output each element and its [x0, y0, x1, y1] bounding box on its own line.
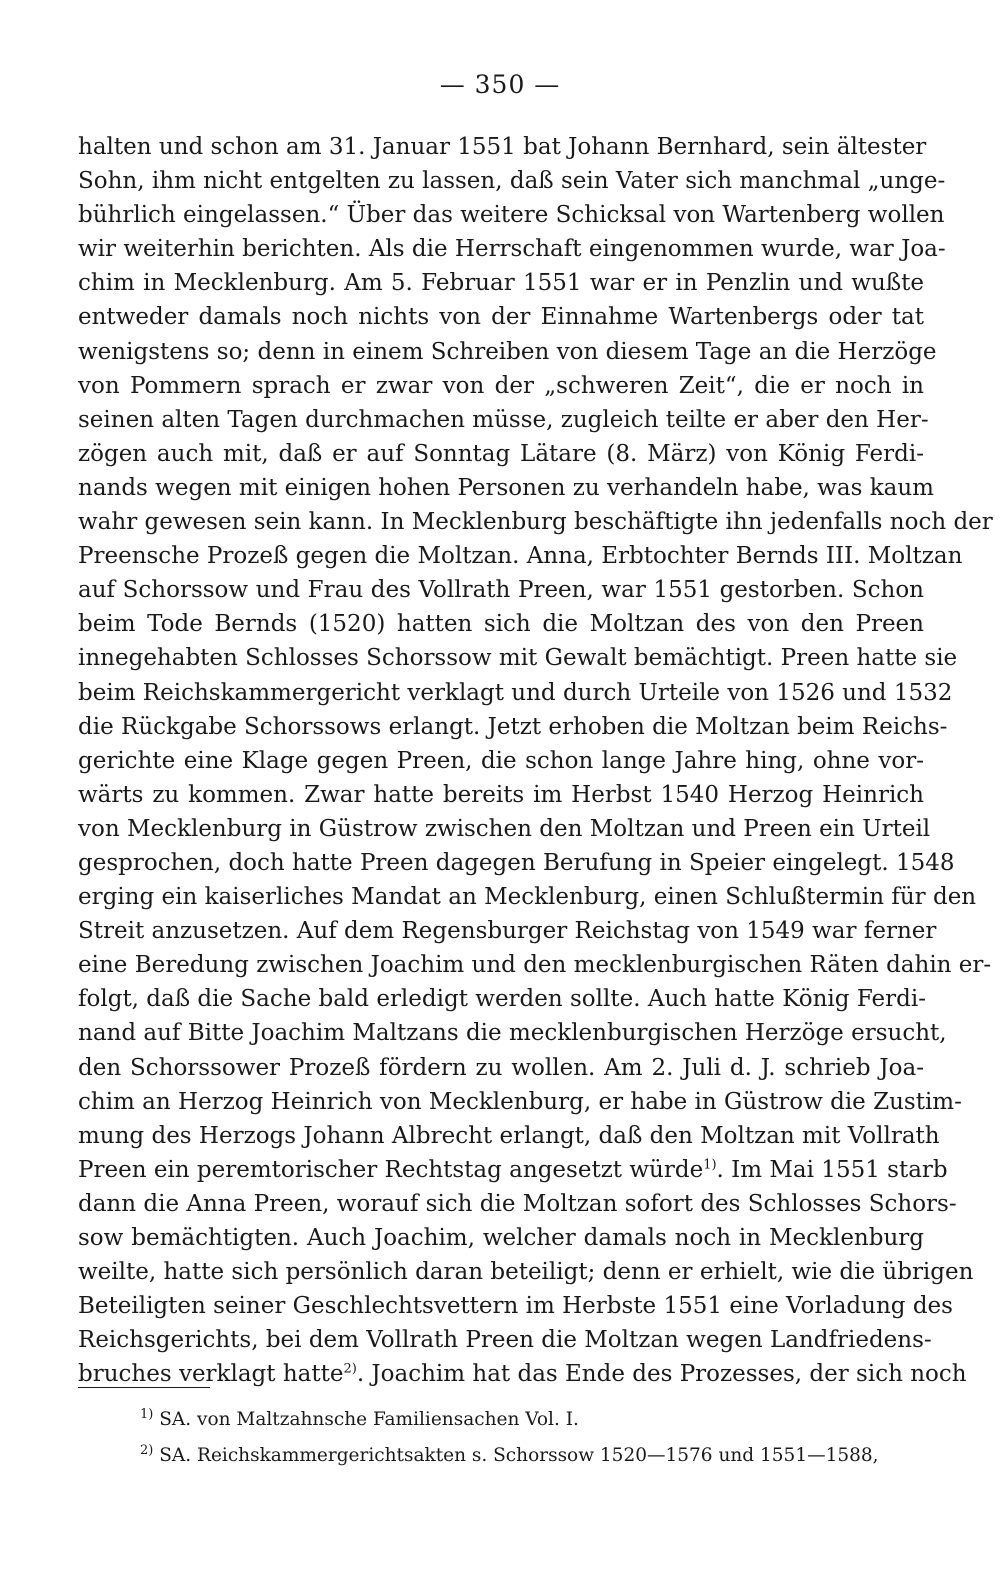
- text-line: die Rückgabe Schorssows erlangt. Jetzt erhoben die Moltzan beim Reichs-: [78, 713, 948, 740]
- footnote-divider: [78, 1387, 210, 1388]
- text-line: mung des Herzogs Johann Albrecht erlangt, daß den Moltzan mit Vollrath: [78, 1122, 940, 1149]
- text-segment: . Im Mai 1551 starb: [716, 1156, 948, 1183]
- footnote-1: [140, 1402, 930, 1438]
- text-line: seinen alten Tagen durchmachen müsse, zugleich teilte er aber den Her-: [78, 406, 929, 433]
- text-line: nand auf Bitte Joachim Maltzans die mecklenburgischen Herzöge ersucht,: [78, 1020, 947, 1047]
- text-line: sow bemächtigten. Auch Joachim, welcher damals noch in Mecklenburg: [78, 1225, 924, 1251]
- footnotes: [140, 1402, 930, 1474]
- text-segment: . Joachim hat das Ende des Prozesses, der sich noch: [356, 1361, 967, 1388]
- text-line: wenigstens so; denn in einem Schreiben von diesem Tage an die Herzöge: [78, 338, 937, 365]
- text-line: Beteiligten seiner Geschlechtsvettern im Herbste 1551 eine Vorladung des: [78, 1293, 953, 1320]
- text-line: Streit anzusetzen. Auf dem Regensburger Reichstag von 1549 war ferner: [78, 918, 937, 945]
- text-line: Preensche Prozeß gegen die Moltzan. Anna, Erbtochter Bernds III. Moltzan: [78, 543, 963, 570]
- text-line: weilte, hatte sich persönlich daran beteiligt; denn er erhielt, wie die übrigen: [78, 1259, 974, 1286]
- footnote-marker: 1): [140, 1406, 154, 1422]
- text-line: beim Tode Bernds (1520) hatten sich die Moltzan des von den Preen: [78, 611, 924, 638]
- text-line: gerichte eine Klage gegen Preen, die schon lange Jahre hing, ohne vor-: [78, 747, 924, 774]
- text-line-with-footnote-1: [78, 1153, 948, 1187]
- text-line: beim Reichskammergericht verklagt und durch Urteile von 1526 und 1532: [78, 679, 953, 706]
- footnote-reference-1: 1): [703, 1157, 717, 1173]
- text-line: wir weiterhin berichten. Als die Herrschaft eingenommen wurde, war Joa-: [78, 236, 946, 263]
- text-line: halten und schon am 31. Januar 1551 bat Johann Bernhard, sein ältester: [78, 134, 927, 160]
- text-line: gesprochen, doch hatte Preen dagegen Berufung in Speier eingelegt. 1548: [78, 849, 955, 876]
- text-line: von Pommern sprach er zwar von der „schweren Zeit“, die er noch in: [78, 372, 924, 399]
- footnote-reference-2: 2): [343, 1361, 357, 1377]
- text-line: folgt, daß die Sache bald erledigt werden sollte. Auch hatte König Ferdi-: [78, 986, 926, 1013]
- footnote-text: SA. Reichskammergerichtsakten s. Schorssow 1520—1576 und 1551—1588,: [159, 1445, 879, 1466]
- page-number: — 350 —: [439, 70, 561, 99]
- text-line: chim an Herzog Heinrich von Mecklenburg, er habe in Güstrow die Zustim-: [78, 1088, 962, 1115]
- text-line: bührlich eingelassen.“ Über das weitere Schicksal von Wartenberg wollen: [78, 202, 945, 229]
- text-line: chim in Mecklenburg. Am 5. Februar 1551 war er in Penzlin und wußte: [78, 270, 924, 297]
- text-line: innegehabten Schlosses Schorssow mit Gewalt bemächtigt. Preen hatte sie: [78, 645, 958, 672]
- footnote-2: [140, 1438, 930, 1474]
- text-line: von Mecklenburg in Güstrow zwischen den Moltzan und Preen ein Urteil: [78, 815, 931, 842]
- text-segment: bruches verklagt hatte: [78, 1361, 344, 1388]
- text-line: Reichsgerichts, bei dem Vollrath Preen die Moltzan wegen Landfriedens-: [78, 1327, 932, 1354]
- footnote-marker: 2): [140, 1442, 154, 1458]
- text-line: wahr gewesen sein kann. In Mecklenburg beschäftigte ihn jedenfalls noch der: [78, 509, 993, 536]
- footnote-text: SA. von Maltzahnsche Familiensachen Vol. I.: [159, 1409, 579, 1430]
- text-line: zögen auch mit, daß er auf Sonntag Lätare (8. März) von König Ferdi-: [78, 440, 924, 467]
- text-line: wärts zu kommen. Zwar hatte bereits im Herbst 1540 Herzog Heinrich: [78, 781, 924, 808]
- text-line: entweder damals noch nichts von der Einnahme Wartenbergs oder tat: [78, 304, 924, 331]
- text-line: auf Schorssow und Frau des Vollrath Preen, war 1551 gestorben. Schon: [78, 577, 924, 604]
- text-line: nands wegen mit einigen hohen Personen zu verhandeln habe, was kaum: [78, 474, 934, 501]
- text-line: den Schorssower Prozeß fördern zu wollen. Am 2. Juli d. J. schrieb Joa-: [78, 1054, 924, 1081]
- text-line: eine Beredung zwischen Joachim und den mecklenburgischen Räten dahin er-: [78, 952, 992, 979]
- text-segment: Preen ein peremtorischer Rechtstag angesetzt würde: [78, 1156, 704, 1183]
- body-text: [78, 130, 993, 1391]
- text-line: Sohn, ihm nicht entgelten zu lassen, daß sein Vater sich manchmal „unge-: [78, 168, 946, 195]
- text-line: erging ein kaiserliches Mandat an Mecklenburg, einen Schlußtermin für den: [78, 884, 977, 911]
- text-line: dann die Anna Preen, worauf sich die Moltzan sofort des Schlosses Schors-: [78, 1190, 957, 1217]
